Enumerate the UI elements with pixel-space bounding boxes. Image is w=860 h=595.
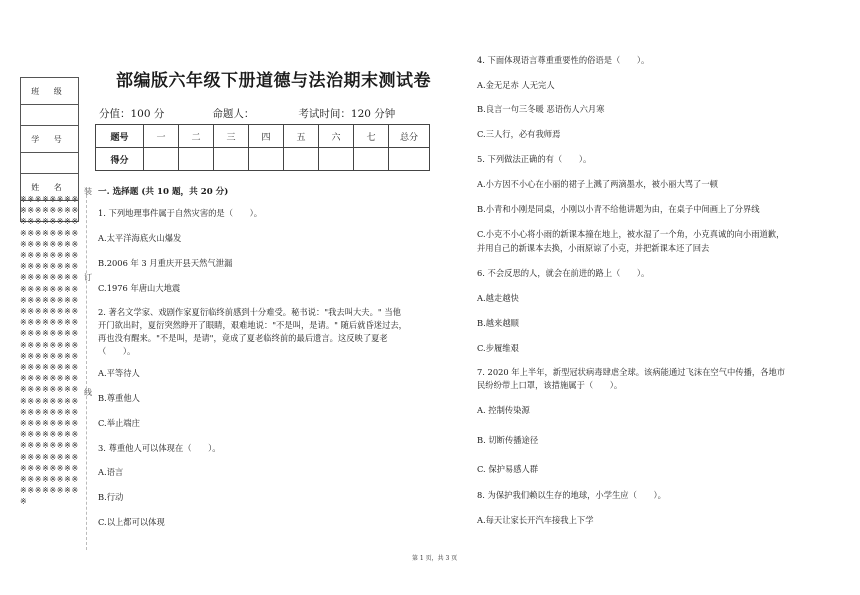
question-1: 1. 下列地理事件属于自然灾害的是（ ）。	[98, 208, 263, 218]
option-5c-line-2: 并用自己的新课本去换，小雨原谅了小克，并把新课本还了回去	[477, 243, 710, 253]
option-1a: A.太平洋海底火山爆发	[98, 233, 182, 243]
section-heading: 一. 选择题 (共 10 题，共 20 分)	[98, 187, 229, 197]
question-4: 4. 下面体现语言尊重重要性的俗语是（ ）。	[477, 55, 650, 65]
option-7c: C. 保护易感人群	[477, 464, 539, 474]
table-cell: 得分	[96, 148, 144, 171]
option-1c: C.1976 年唐山大地震	[98, 283, 181, 293]
student-id-label: 学 号	[21, 126, 78, 153]
question-3: 3. 尊重他人可以体现在（ ）。	[98, 443, 221, 453]
option-4a: A.金无足赤 人无完人	[477, 80, 555, 90]
table-cell: 四	[249, 125, 284, 148]
option-3a: A.语言	[98, 467, 124, 477]
question-6: 6. 不会反思的人，就会在前进的路上（ ）。	[477, 268, 650, 278]
question-2-line-4: （ ）。	[98, 346, 136, 356]
option-4c: C.三人行，必有我师焉	[477, 129, 561, 139]
table-cell: 题号	[96, 125, 144, 148]
option-3b: B.行动	[98, 492, 124, 502]
binding-cut-line	[86, 195, 87, 550]
score-input[interactable]	[354, 148, 389, 171]
score-table-header-row	[96, 125, 430, 148]
table-cell: 五	[284, 125, 319, 148]
exam-meta	[99, 106, 395, 121]
score-table	[95, 124, 430, 171]
option-2b: B.尊重他人	[98, 393, 140, 403]
exam-time: 考试时间：120 分钟	[298, 108, 396, 120]
cut-char-xian: 线	[84, 388, 92, 397]
option-1b: B.2006 年 3 月重庆开县天然气泄漏	[98, 258, 233, 268]
option-5b: B.小青和小刚是同桌，小刚以小青不给他讲题为由，在桌子中间画上了分界线	[477, 204, 760, 214]
question-2-line-2: 开门欲出时，夏衍突然睁开了眼睛，艰难地说："不是叫，是请。" 随后就昏迷过去，	[98, 320, 407, 330]
student-id-field	[21, 153, 78, 174]
option-5c-line-1: C.小克不小心将小雨的新课本撞在地上，被水湿了一个角，小克真诚的向小雨道歉，	[477, 229, 785, 239]
score-input[interactable]	[179, 148, 214, 171]
score-input[interactable]	[214, 148, 249, 171]
exam-title: 部编版六年级下册道德与法治期末测试卷	[116, 71, 431, 91]
table-cell: 三	[214, 125, 249, 148]
score-table-score-row	[96, 148, 430, 171]
class-field	[21, 105, 78, 126]
option-6a: A.越走越快	[477, 293, 519, 303]
question-7-line-1: 7. 2020 年上半年，新型冠状病毒肆虐全球。该病能通过飞沫在空气中传播，各地市	[477, 367, 786, 377]
option-7b: B. 切断传播途径	[477, 435, 539, 445]
question-7-line-2: 民纷纷带上口罩，该措施属于（ ）。	[477, 380, 623, 390]
option-6c: C.步履维艰	[477, 343, 519, 353]
binding-pattern: ※※※※※※※※※※※※※※※※※※※※※※※※※※※※※※※※※※※※※※※※※※※※※※※※※※※※※※※※※※※※※※※※※※※※※※※※※※※※※※※※※※※※※※※※※※※※※※※※※※※※※※※※※※※※※※※※※※※※※※※※※※※※※※※※※※※※※※※※※※※※※※※※※※※※※※※※※※※※※※※※※※※※※※※※※※※※※※※※※※※※※※※※※※※※※※※※※※※※※※※※※※※※※※※※※※※※※※※※※	[20, 194, 79, 507]
option-4b: B.良言一句三冬暖 恶语伤人六月寒	[477, 104, 605, 114]
option-5a: A.小方因不小心在小丽的裙子上溅了两滴墨水，被小丽大骂了一顿	[477, 179, 718, 189]
score-input[interactable]	[144, 148, 179, 171]
table-cell: 总分	[389, 125, 430, 148]
table-cell: 一	[144, 125, 179, 148]
question-2-line-1: 2. 著名文学家、戏剧作家夏衍临终前感到十分难受。秘书说："我去叫大夫。" 当他	[98, 307, 401, 317]
table-cell: 六	[319, 125, 354, 148]
table-cell: 二	[179, 125, 214, 148]
option-6b: B.越来越顺	[477, 318, 519, 328]
option-3c: C.以上都可以体现	[98, 517, 165, 527]
page-footer: 第 1 页，共 3 页	[412, 555, 458, 562]
option-8a: A.每天让家长开汽车接我上下学	[477, 515, 594, 525]
score-input[interactable]	[284, 148, 319, 171]
question-2-line-3: 再也没有醒来。"不是叫，是请"，竟成了夏老临终前的最后遗言。这反映了夏老	[98, 333, 388, 343]
question-5: 5. 下列做法正确的有（ ）。	[477, 154, 592, 164]
cut-char-ding: 订	[84, 273, 92, 282]
name-label: 姓 名	[21, 174, 78, 201]
table-cell: 七	[354, 125, 389, 148]
cut-char-zhuang: 装	[84, 187, 92, 196]
score-input[interactable]	[389, 148, 430, 171]
author: 命题人：	[212, 108, 255, 120]
class-label: 班 级	[21, 78, 78, 105]
score-input[interactable]	[319, 148, 354, 171]
question-8: 8. 为保护我们赖以生存的地球，小学生应（ ）。	[477, 490, 666, 500]
option-7a: A. 控制传染源	[477, 405, 530, 415]
option-2a: A.平等待人	[98, 368, 140, 378]
option-2c: C.举止端庄	[98, 418, 140, 428]
score-input[interactable]	[249, 148, 284, 171]
score-total: 分值：100 分	[99, 108, 165, 120]
